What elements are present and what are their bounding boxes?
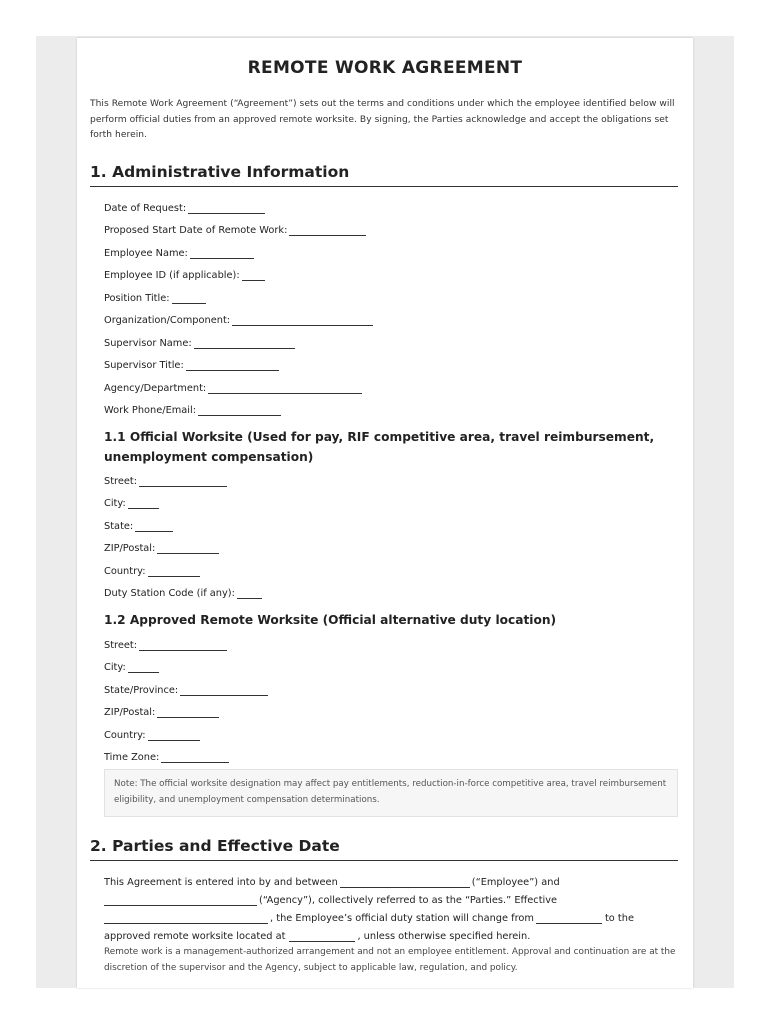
remote-street-input[interactable] [139,639,227,651]
organization-component-input[interactable] [232,314,373,326]
remote-location-blank[interactable] [289,930,355,942]
document-title: REMOTE WORK AGREEMENT [247,58,523,78]
parties-line-1 [104,872,560,888]
parties-text: , the Employee’s official duty station will change from [270,913,534,924]
remote-worksite-heading: 1.2 Approved Remote Worksite (Official alternative duty location) [104,613,557,627]
worksite-note: Note: The official worksite designation may affect pay entitlements, reduction-in-force competitive area, travel reimbursement eligibility, and unemployment compensation determinations. [104,769,678,817]
remote-country-input[interactable] [148,729,200,741]
remote-city-input[interactable] [128,661,159,673]
time-zone-field [104,747,229,763]
official-zip-input[interactable] [157,542,219,554]
official-worksite-heading: 1.1 Official Worksite (Used for pay, RIF competitive area, travel reimbursement, unemployment compensation) [104,430,655,464]
official-street-field [104,471,227,487]
field-label: Supervisor Name: [104,338,192,349]
supervisor-name-field [104,333,295,349]
proposed-start-date-input[interactable] [289,224,366,236]
parties-text: This Agreement is entered into by and between [104,877,338,888]
remote-street-field [104,635,227,651]
agency-name-blank[interactable] [104,894,257,906]
official-state-field [104,516,173,532]
employee-name-blank[interactable] [340,876,470,888]
parties-text: , unless otherwise specified herein. [357,931,531,942]
parties-line-4 [104,926,530,942]
agency-department-input[interactable] [208,382,362,394]
position-title-input[interactable] [172,292,206,304]
field-label: ZIP/Postal: [104,543,156,554]
field-label: Work Phone/Email: [104,405,197,416]
work-phone-email-field [104,400,281,416]
remote-zip-input[interactable] [157,706,219,718]
employee-name-input[interactable] [190,247,254,259]
field-label: Street: [104,640,138,651]
parties-line-2 [104,890,557,906]
field-label: Agency/Department: [104,383,207,394]
field-label: Date of Request: [104,203,187,214]
parties-text: (“Employee”) and [471,877,560,888]
field-label: Employee ID (if applicable): [104,270,240,281]
date-of-request-field [104,198,265,214]
remote-country-field [104,725,200,741]
remote-state-province-input[interactable] [180,684,268,696]
parties-line-3 [104,908,634,924]
section-2-heading: 2. Parties and Effective Date [90,837,678,861]
field-label: Position Title: [104,293,170,304]
from-location-blank[interactable] [536,912,602,924]
field-label: Organization/Component: [104,315,231,326]
document-page [77,38,693,988]
field-label: State/Province: [104,685,179,696]
duty-station-code-input[interactable] [237,587,262,599]
employee-name-field [104,243,254,259]
parties-text: to the [604,913,634,924]
field-label: ZIP/Postal: [104,707,156,718]
supervisor-title-field [104,355,279,371]
official-city-input[interactable] [128,497,159,509]
field-label: City: [104,498,126,509]
official-country-field [104,561,200,577]
authorization-disclaimer: Remote work is a management-authorized arrangement and not an employee entitlement. Approval and continuation are at the discretion of the supervisor and the Agency, subject to applicable law, regulation, and policy. [104,947,676,973]
intro-paragraph: This Remote Work Agreement (“Agreement”) sets out the terms and conditions under which the employee identified below will perform official duties from an approved remote worksite. By signing, the Parties acknowledge and accept the obligations set forth herein. [90,99,675,140]
supervisor-title-input[interactable] [186,359,279,371]
remote-state-province-field [104,680,268,696]
supervisor-name-input[interactable] [194,337,295,349]
official-street-input[interactable] [139,475,227,487]
proposed-start-date-field [104,220,366,236]
field-label: Country: [104,566,146,577]
remote-zip-field [104,702,219,718]
official-state-input[interactable] [135,520,173,532]
duty-station-code-field [104,583,262,599]
date-of-request-input[interactable] [188,202,265,214]
parties-text: (“Agency”), collectively referred to as the “Parties.” Effective [259,895,558,906]
section-1-heading: 1. Administrative Information [90,163,678,187]
field-label: Time Zone: [104,752,160,763]
field-label: Duty Station Code (if any): [104,588,235,599]
field-label: Street: [104,476,138,487]
employee-id-input[interactable] [242,269,265,281]
official-country-input[interactable] [148,565,200,577]
parties-text: approved remote worksite located at [104,931,286,942]
time-zone-input[interactable] [161,751,229,763]
effective-date-blank[interactable] [104,912,268,924]
remote-city-field [104,657,159,673]
field-label: Country: [104,730,146,741]
field-label: City: [104,662,126,673]
organization-component-field [104,310,373,326]
field-label: State: [104,521,134,532]
field-label: Supervisor Title: [104,360,184,371]
official-zip-field [104,538,219,554]
official-city-field [104,493,159,509]
work-phone-email-input[interactable] [198,404,281,416]
agency-department-field [104,378,362,394]
field-label: Proposed Start Date of Remote Work: [104,225,288,236]
position-title-field [104,288,206,304]
field-label: Employee Name: [104,248,188,259]
employee-id-field [104,265,265,281]
